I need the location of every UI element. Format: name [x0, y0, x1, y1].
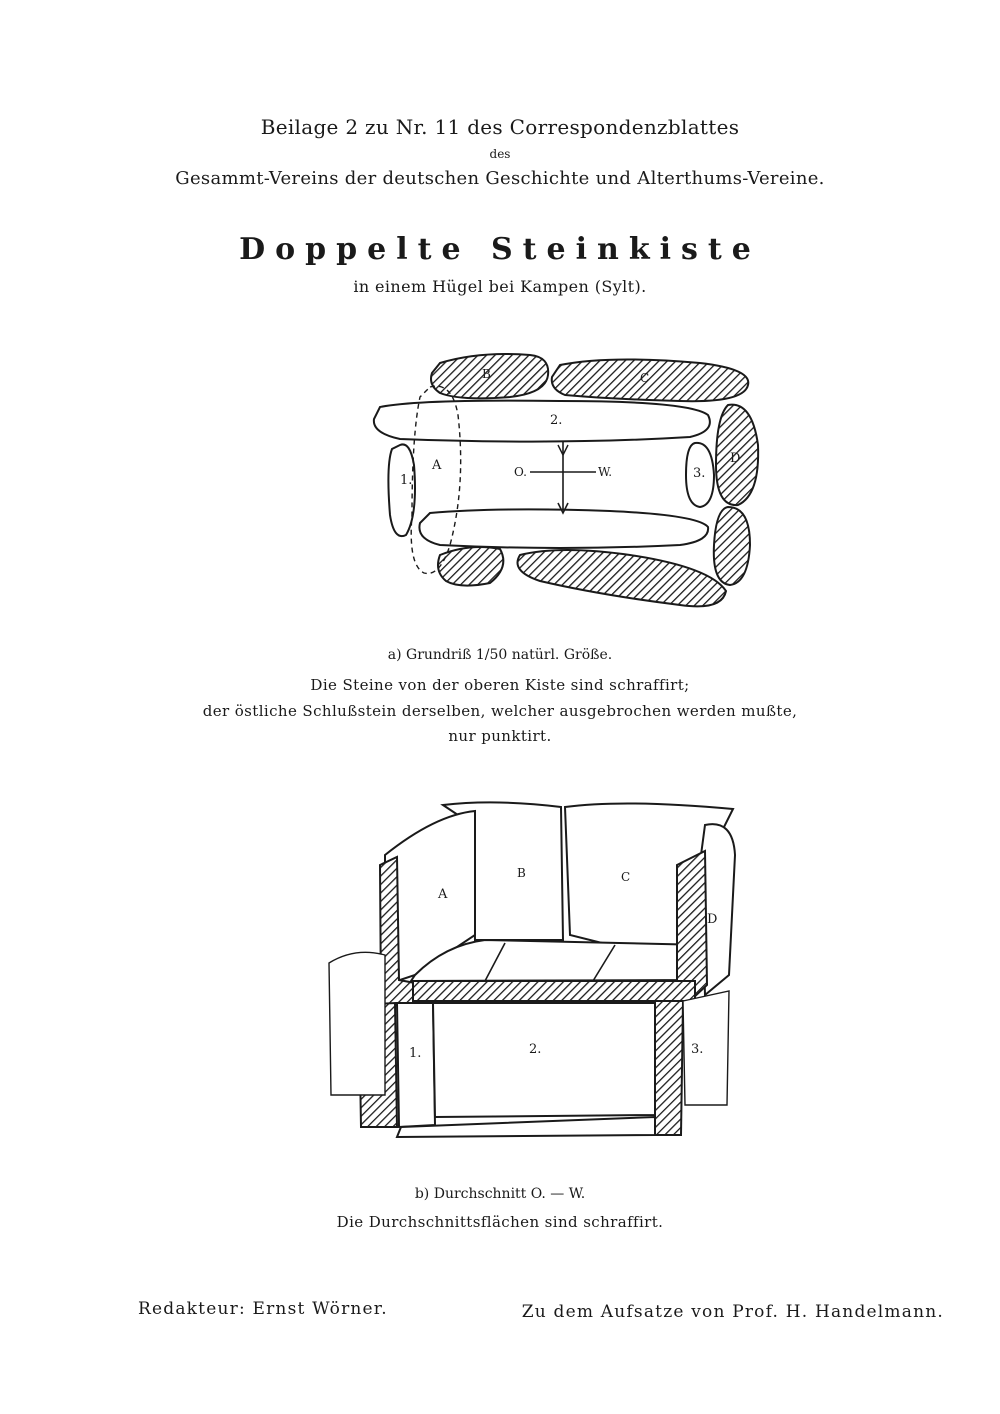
- section-label-2: 2.: [529, 1042, 542, 1057]
- plan-note-line-2: der östliche Schlußstein derselben, welcher ausgebrochen werden mußte,: [202, 702, 798, 720]
- plan-note-line-1: Die Steine von der oberen Kiste sind schraffirt;: [310, 676, 690, 694]
- plan-label-d: D: [730, 451, 741, 466]
- section-label-c: C: [621, 870, 631, 884]
- section-label-1: 1.: [409, 1046, 422, 1061]
- section-cut-right-lower: [655, 1001, 683, 1135]
- plan-stone-lower-long: [518, 550, 727, 606]
- plan-note-line-3: nur punktirt.: [448, 727, 552, 745]
- section-caption: b) Durchschnitt O. — W.: [414, 1186, 586, 1202]
- plan-label-a: A: [432, 458, 442, 473]
- section-outer-stone-left: [329, 952, 385, 1095]
- section-note: Die Durchschnittsflächen sind schraffirt.: [336, 1213, 664, 1231]
- plan-stone-c: [552, 359, 749, 401]
- section-cut-right-upper: [677, 851, 707, 1000]
- section-stone-3: [683, 991, 729, 1105]
- footer-note: Zu dem Aufsatze von Prof. H. Handelmann.: [521, 1302, 944, 1322]
- plan-caption: a) Grundriß 1/50 natürl. Größe.: [387, 647, 613, 663]
- plan-label-c: C: [640, 371, 650, 385]
- footer-editor: Redakteur: Ernst Wörner.: [138, 1299, 388, 1319]
- plan-label-b: B: [482, 367, 491, 381]
- plan-label-3: 3.: [693, 466, 706, 481]
- section-label-b: B: [517, 866, 526, 880]
- cross-section-figure: [325, 795, 755, 1150]
- plan-label-west: W.: [598, 465, 613, 479]
- section-cut-slab: [413, 981, 695, 1001]
- page-title: Doppelte Steinkiste: [239, 232, 761, 267]
- plan-label-east: O.: [514, 465, 527, 479]
- plan-label-2: 2.: [550, 413, 563, 428]
- page-subtitle: in einem Hügel bei Kampen (Sylt).: [353, 277, 647, 296]
- plan-stone-d-lower: [714, 507, 750, 585]
- header-line-3: Gesammt-Vereins der deutschen Geschichte und Alterthums-Vereine.: [175, 168, 825, 189]
- plan-stone-2: [374, 401, 710, 442]
- section-stone-2: [433, 1003, 655, 1117]
- section-label-3: 3.: [691, 1042, 704, 1057]
- plan-stone-lower-side: [419, 509, 708, 548]
- ground-plan-figure: [360, 345, 770, 610]
- section-label-a: A: [438, 887, 448, 902]
- header-line-2: des: [489, 147, 511, 161]
- section-stone-1: [397, 1003, 435, 1127]
- section-label-d: D: [707, 912, 718, 927]
- header-line-1: Beilage 2 zu Nr. 11 des Correspondenzblattes: [260, 115, 740, 139]
- plan-label-1: 1.: [400, 473, 413, 488]
